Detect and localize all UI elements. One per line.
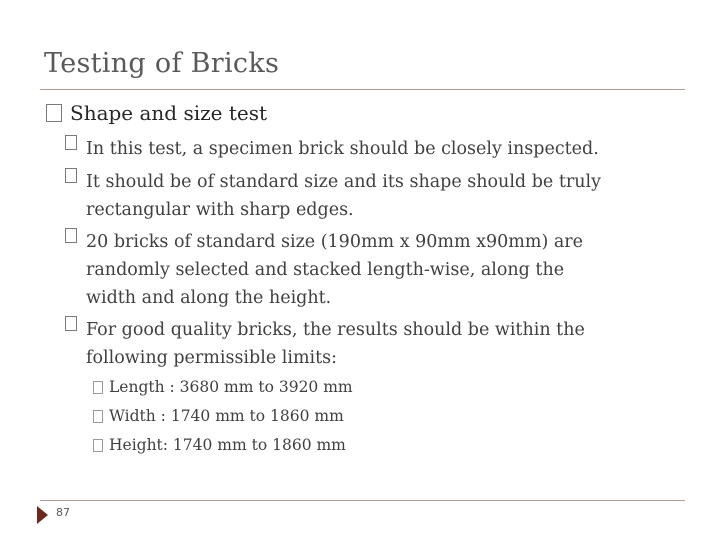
checkbox-bullet-icon [65,135,77,150]
bullet-point-1 [65,135,665,163]
footer-divider [40,500,685,501]
bullet-text: It should be of standard size and its shape should be truly [86,172,601,192]
section-heading: Shape and size test [70,101,268,125]
limit-text: Width : 1740 mm to 1860 mm [109,407,344,425]
bullet-text: For good quality bricks, the results should be within the [86,320,585,340]
limit-item-width [93,407,344,425]
bullet-text-continued: randomly selected and stacked length-wise, along the [86,260,565,280]
slide-title: Testing of Bricks [44,48,280,79]
checkbox-bullet-icon [93,439,103,452]
bullet-text-continued: width and along the height. [86,288,332,308]
title-divider [40,89,685,90]
bullet-text-continued: rectangular with sharp edges. [86,200,354,220]
bullet-text-continued: following permissible limits: [86,348,338,368]
checkbox-bullet-icon [65,168,77,183]
checkbox-bullet-icon [46,104,62,122]
checkbox-bullet-icon [65,228,77,243]
checkbox-bullet-icon [93,381,103,394]
bullet-text: 20 bricks of standard size (190mm x 90mm x90mm) are [86,232,584,252]
arrow-right-icon [37,506,48,524]
page-number: 87 [56,506,70,519]
bullet-point-4 [65,316,665,372]
bullet-point-3 [65,228,665,312]
limit-text: Length : 3680 mm to 3920 mm [109,378,353,396]
heading-bullet [46,101,267,125]
checkbox-bullet-icon [65,316,77,331]
limit-item-height [93,436,346,454]
limit-item-length [93,378,353,396]
limit-text: Height: 1740 mm to 1860 mm [109,436,346,454]
bullet-point-2 [65,168,665,224]
bullet-text: In this test, a specimen brick should be closely inspected. [86,139,599,159]
checkbox-bullet-icon [93,410,103,423]
